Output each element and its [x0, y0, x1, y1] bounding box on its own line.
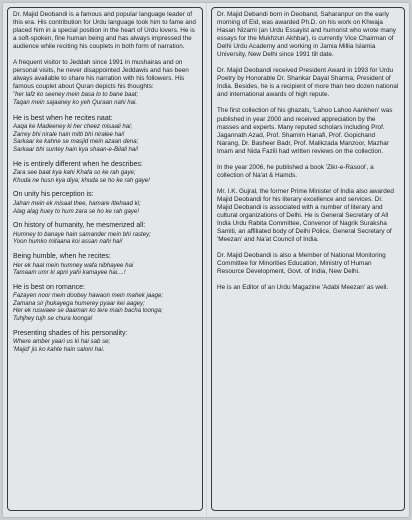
- right-column: [211, 7, 405, 511]
- couplet-line: Jahan mein ek misaal thee, hamare ittehaad ki;: [13, 199, 141, 207]
- couplet-line: Alag alag huey to hum zara se ho ke rah gaye!: [13, 207, 140, 215]
- couplet-line: Tamaam umr ki apni yahi kamayee hai....!: [13, 269, 126, 277]
- couplet-line: Taqan mein sajaaney ko yeh Quraan nahi hai.: [13, 99, 138, 107]
- quran-couplet: [13, 91, 197, 106]
- humble-couplet: [13, 262, 197, 277]
- couplet-line: Aaqa ke Madeeney ki her cheez misaali hai;: [13, 123, 133, 131]
- humble-heading: Being humble, when he recites:: [13, 252, 111, 260]
- bio-paragraph: Dr. Majid Debandi born in Deoband, Saharanpur on the early morning of Eid, was awarded Ph.D. on his work on Khwaja Hasan Nizami (an Urdu Essayist and humorist who wrote many essays for the Mukhzun Akhbar), is currently Vice Chairman of Delhi Urdu Academy and working in Jamia Millia Islamia University, New Delhi since 1991 till date.: [217, 11, 397, 59]
- presenting-heading: Presenting shades of his personality:: [13, 329, 128, 337]
- couplet-line: Her ek haal mein humney wafa nibhayee hai: [13, 261, 134, 269]
- unity-couplet: [13, 200, 197, 215]
- couplet-line: 'Majid' jis ko kahte hain saloni hai.: [13, 345, 105, 353]
- different-heading: He is entirely different when he describes:: [13, 160, 143, 168]
- page-fold: [206, 3, 208, 517]
- intro-paragraph: Dr. Majid Deobandi is a famous and popular language leader of this era. His contribution for Urdu language took him to fame and placed him in a special position in the heart of Urdu lovers. He is a soft-spoken, fine human being and has always impressed the audience while reciting his couplets in both form of narration.: [13, 11, 196, 51]
- couplet-line: Zamana sir jhukayega humerey pyaar kei aagey;: [13, 299, 145, 307]
- history-couplet: [13, 231, 197, 246]
- different-couplet: [13, 169, 197, 184]
- unity-heading: On unity his perception is:: [13, 191, 94, 199]
- romance-heading: He is best on romance:: [13, 283, 85, 291]
- award-paragraph: Dr. Majid Deobandi received President Award in 1993 for Urdu Poetry by Honorable Dr. Shankar Dayal Sharma, President of India. Besides, he is a recipient of more than two dozen national and international awards of high repute.: [217, 67, 399, 99]
- left-column: [7, 7, 203, 511]
- couplet-line: "her lafz ko seeney mein basa lo to bane baat;: [13, 91, 139, 99]
- couplet-line: Sarkaar ke kahne se masjid mein azaan dena;: [13, 138, 139, 146]
- presenting-couplet: [13, 338, 197, 353]
- collection-paragraph: The first collection of his ghazals, 'Lahoo Lahoo Aankhen' was published in year 2000 and received appreciation by the masses and experts. Many reputed scholars including Prof. Jagannath Azad, Prof. Shamim Hanafi, Prof. Gopichand Narang, Dr. Basheer Badr, Prof. Malikzada Manzoor, Mazhar Imam and Nida Fazili had written reviews on the collection.: [217, 107, 393, 155]
- couplet-line: Sarkaar bhi suntey hain kya shaan-e-Bilali hai!: [13, 145, 139, 153]
- couplet-line: Khuda ne husn kya diya; khuda se ho ke rah gaye!: [13, 176, 150, 184]
- history-heading: On history of humanity, he mesmerized all:: [13, 222, 146, 230]
- couplet-line: Humney to banaye hain samander mein bhi rastey;: [13, 230, 151, 238]
- editor-paragraph: He is an Editor of an Urdu Magazine 'Adabi Meezan' as well.: [217, 284, 389, 292]
- couplet-line: Zarrey bhi nirale hain mitti bhi niralee hai!: [13, 130, 125, 138]
- naat-couplet: [13, 123, 197, 153]
- gujral-paragraph: Mr. I.K. Gujral, the former Prime Minister of India also awarded Majid Deobandi for his literary excellence and services. Dr. Majid Deobandi is associated with a number of literary and cultural organizations of Delhi. He is General Secretary of All India Urdu Rabita Committee, Convenor of Nagrik Suraksha Samiti, an affiliated body of Delhi Police, General Secretary of 'Meezan' and Na'at Council of India.: [217, 187, 394, 244]
- naat-heading: He is best when he recites naat:: [13, 114, 113, 122]
- couplet-line: Where amber yaari us ki hai sab se;: [13, 338, 111, 346]
- member-paragraph: Dr. Majid Deobandi is also a Member of National Monitoring Committee for Minorities Education, Ministry of Human Resource Development, Govt. of India, New Delhi.: [217, 252, 386, 276]
- jeddah-paragraph: A frequent visitor to Jeddah since 1991 in mushairas and on personal visits, he never disappointed Jeddawis and has been always available to share his narration with his followers. His famous couplet about Quran depicts his thoughts:: [13, 59, 189, 91]
- couplet-line: Tuhjhey tujh se chura loonga!: [13, 315, 93, 323]
- couplet-line: Yoon humko mitaana koi assan nahi hai!: [13, 238, 123, 246]
- couplet-line: Fazayen noor mein doobey hawaon mein mahek jaage;: [13, 292, 164, 300]
- couplet-line: Her ek ruswaee se daaman ko tere main bacha loonga;: [13, 307, 163, 315]
- romance-couplet: [13, 292, 197, 322]
- couplet-line: Zara see baat kya kahi Khafa so ke rah gaye;: [13, 169, 136, 177]
- zikr-paragraph: In the year 2006, he published a book 'Zikr-e-Rasool', a collection of Na'at & Hamds.: [217, 163, 374, 179]
- brochure-page: [3, 3, 409, 517]
